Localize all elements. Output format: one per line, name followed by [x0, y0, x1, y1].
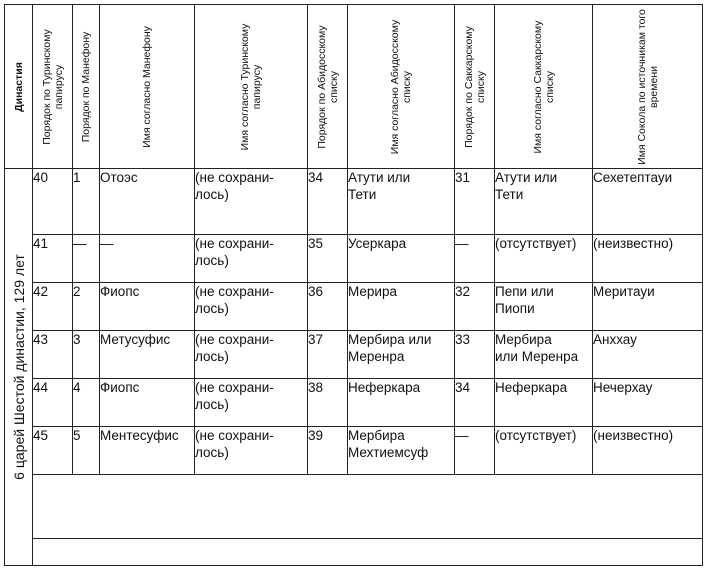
cell-horus-name: Анххау [593, 331, 703, 379]
cell-abydos-order: 39 [308, 427, 348, 475]
cell-horus-name: (неизвестно) [593, 235, 703, 283]
empty-cell [33, 475, 703, 539]
cell-manetho-order: — [73, 235, 100, 283]
dynasty-label: 6 царей Шестой династии, 129 лет [10, 254, 27, 480]
cell-horus-name: Нечерхау [593, 379, 703, 427]
cell-abydos-name: Неферкара [348, 379, 455, 427]
cell-turin-name: (не сохрани- лось) [195, 379, 308, 427]
cell-horus-name: Сехетептауи [593, 169, 703, 235]
cell-turin-order: 44 [33, 379, 73, 427]
empty-cell [33, 539, 703, 566]
table-row [5, 379, 703, 427]
table-row [5, 169, 703, 235]
cell-saqqara-name: (отсутствует) [495, 235, 593, 283]
cell-manetho-order: 1 [73, 169, 100, 235]
cell-abydos-name: Атути или Тети [348, 169, 455, 235]
header-manetho-order: Порядок по Манефону [73, 5, 100, 169]
cell-turin-name: (не сохрани- лось) [195, 169, 308, 235]
cell-saqqara-name: Атути или Тети [495, 169, 593, 235]
dynasty-table [4, 4, 703, 566]
cell-turin-order: 42 [33, 283, 73, 331]
header-turin-name: Имя согласно Туринскому папирусу [195, 5, 308, 169]
cell-horus-name: Меритауи [593, 283, 703, 331]
header-dynasty: Династия [5, 5, 33, 169]
header-abydos-name: Имя согласно Абидосскому списку [348, 5, 455, 169]
empty-row [5, 539, 703, 566]
cell-saqqara-name: Неферкара [495, 379, 593, 427]
cell-abydos-order: 38 [308, 379, 348, 427]
table-row [5, 283, 703, 331]
cell-manetho-order: 5 [73, 427, 100, 475]
cell-turin-order: 41 [33, 235, 73, 283]
cell-turin-name: (не сохрани- лось) [195, 235, 308, 283]
header-row [5, 5, 703, 169]
cell-saqqara-name: (отсутствует) [495, 427, 593, 475]
header-saqqara-order: Порядок по Саккарскому списку [455, 5, 495, 169]
cell-abydos-name: Мербира Мехтиемсуф [348, 427, 455, 475]
cell-horus-name: (неизвестно) [593, 427, 703, 475]
cell-turin-name: (не сохрани- лось) [195, 427, 308, 475]
cell-saqqara-order: 31 [455, 169, 495, 235]
cell-turin-order: 40 [33, 169, 73, 235]
cell-abydos-order: 35 [308, 235, 348, 283]
dynasty-cell [5, 169, 33, 566]
cell-saqqara-order: — [455, 427, 495, 475]
table-row [5, 331, 703, 379]
cell-abydos-order: 37 [308, 331, 348, 379]
header-turin-order: Порядок по Туринскому папирусу [33, 5, 73, 169]
cell-abydos-order: 36 [308, 283, 348, 331]
table-row [5, 427, 703, 475]
header-saqqara-name: Имя согласно Саккарскому списку [495, 5, 593, 169]
cell-manetho-name: Отоэс [100, 169, 195, 235]
cell-saqqara-order: 33 [455, 331, 495, 379]
cell-abydos-name: Мербира или Меренра [348, 331, 455, 379]
cell-manetho-order: 4 [73, 379, 100, 427]
cell-manetho-name: Фиопс [100, 283, 195, 331]
cell-manetho-order: 2 [73, 283, 100, 331]
table-row [5, 235, 703, 283]
cell-turin-name: (не сохрани- лось) [195, 283, 308, 331]
cell-manetho-name: Ментесуфис [100, 427, 195, 475]
cell-abydos-name: Усеркара [348, 235, 455, 283]
cell-manetho-name: — [100, 235, 195, 283]
cell-saqqara-order: 34 [455, 379, 495, 427]
cell-turin-order: 43 [33, 331, 73, 379]
cell-saqqara-order: 32 [455, 283, 495, 331]
cell-turin-order: 45 [33, 427, 73, 475]
cell-turin-name: (не сохрани- лось) [195, 331, 308, 379]
cell-abydos-name: Мерира [348, 283, 455, 331]
cell-saqqara-order: — [455, 235, 495, 283]
header-manetho-name: Имя согласно Манефону [100, 5, 195, 169]
cell-manetho-order: 3 [73, 331, 100, 379]
header-horus-name: Имя Сокола по источникам того времени [593, 5, 703, 169]
cell-saqqara-name: Мербира или Меренра [495, 331, 593, 379]
cell-manetho-name: Метусуфис [100, 331, 195, 379]
cell-saqqara-name: Пепи или Пиопи [495, 283, 593, 331]
cell-manetho-name: Фиопс [100, 379, 195, 427]
cell-abydos-order: 34 [308, 169, 348, 235]
header-abydos-order: Порядок по Абидосскому списку [308, 5, 348, 169]
empty-row [5, 475, 703, 539]
